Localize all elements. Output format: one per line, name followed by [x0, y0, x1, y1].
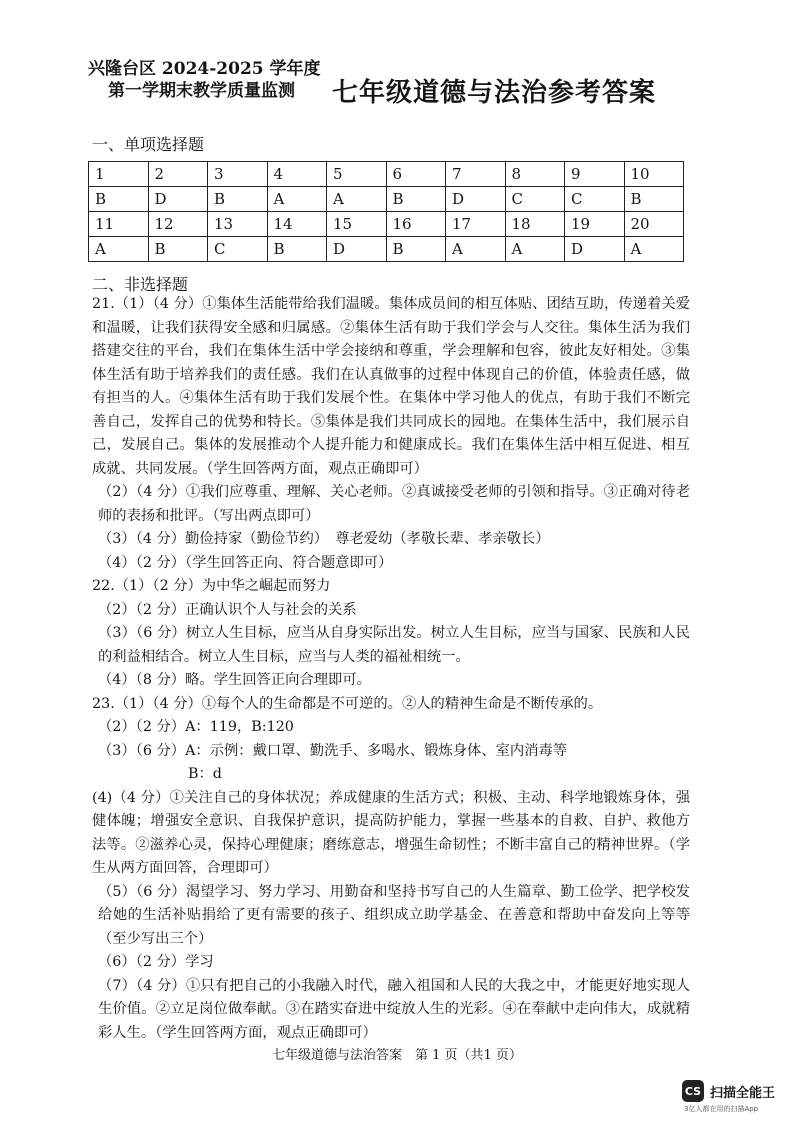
answer-paragraph: （2）（2 分）A：119，B:120	[98, 719, 294, 735]
table-cell: 17	[446, 212, 506, 237]
answer-paragraph: （4）（8 分）略。学生回答正向合理即可。	[98, 672, 371, 688]
header-line-1: 兴隆台区 2024-2025 学年度	[88, 59, 321, 79]
page-title: 七年级道德与法治参考答案	[332, 78, 657, 108]
table-cell: B	[624, 187, 684, 212]
table-cell: 2	[148, 162, 208, 187]
table-cell: 16	[386, 212, 446, 237]
camscanner-logo-icon: CS	[682, 1080, 704, 1102]
answer-paragraph: （2）（2 分）正确认识个人与社会的关系	[98, 601, 357, 618]
section-title-open: 二、非选择题	[92, 275, 189, 294]
table-cell: A	[267, 187, 327, 212]
table-cell: D	[148, 187, 208, 212]
table-cell: A	[505, 237, 565, 262]
answer-paragraph: （3）（6 分）A：示例：戴口罩、勤洗手、多喝水、锻炼身体、室内消毒等	[98, 742, 568, 759]
table-cell: 14	[267, 212, 327, 237]
answer-paragraph: （3）（4 分）勤俭持家（勤俭节约） 尊老爱幼（孝敬长辈、孝亲敬长）	[98, 531, 550, 547]
table-cell: C	[565, 187, 625, 212]
table-cell: 10	[624, 162, 684, 187]
table-cell: 6	[386, 162, 446, 187]
table-cell: D	[446, 187, 506, 212]
answer-paragraph: （7）（4 分）①只有把自己的小我融入时代，融入祖国和人民的大我之中，才能更好地实现人生价值。②立足岗位做奉献。③在踏实奋进中绽放人生的光彩。④在奉献中走向伟大，成就精彩人生。（学生回答两方面，观点正确即可）	[98, 977, 690, 1041]
table-cell: B	[386, 187, 446, 212]
exam-header	[88, 58, 321, 102]
table-cell: 20	[624, 212, 684, 237]
table-cell: A	[624, 237, 684, 262]
table-cell: 3	[208, 162, 268, 187]
page-footer: 七年级道德与法治答案 第 1 页（共1 页）	[272, 1048, 522, 1063]
table-row	[89, 237, 684, 262]
table-row	[89, 187, 684, 212]
answer-paragraph: （2）（4 分）①我们应尊重、理解、关心老师。②真诚接受老师的引领和指导。③正确对待老师的表扬和批评。（写出两点即可）	[98, 484, 690, 524]
table-cell: A	[446, 237, 506, 262]
answer-table	[88, 161, 684, 262]
table-cell: 5	[327, 162, 387, 187]
answer-paragraph: （3）（6 分）树立人生目标，应当从自身实际出发。树立人生目标，应当与国家、民族和人民的利益相结合。树立人生目标，应当与人类的福祉相统一。	[98, 625, 690, 665]
table-row	[89, 212, 684, 237]
table-cell: 7	[446, 162, 506, 187]
answer-paragraph: B：d	[188, 766, 222, 782]
table-cell: B	[208, 187, 268, 212]
answer-paragraph: （4）（2 分）（学生回答正向、符合题意即可）	[98, 554, 393, 571]
table-cell: 1	[89, 162, 149, 187]
table-cell: A	[89, 237, 149, 262]
table-cell: 11	[89, 212, 149, 237]
table-cell: B	[89, 187, 149, 212]
table-cell: A	[327, 187, 387, 212]
table-cell: 13	[208, 212, 268, 237]
section-title-choice: 一、单项选择题	[92, 135, 205, 154]
table-cell: 12	[148, 212, 208, 237]
table-cell: 15	[327, 212, 387, 237]
table-cell: B	[386, 237, 446, 262]
scanner-tagline: 3亿人都在用的扫描App	[684, 1105, 759, 1113]
table-row	[89, 162, 684, 187]
table-cell: B	[148, 237, 208, 262]
answer-body	[92, 293, 690, 1045]
answer-paragraph: (4)（4 分）①关注自己的身体状况；养成健康的生活方式；积极、主动、科学地锻炼身体，强健体魄；增强安全意识、自我保护意识，提高防护能力，掌握一些基本的自救、自护、救他方法等。②滋养心灵，保持心理健康；磨练意志，增强生命韧性；不断丰富自己的精神世界。（学生从两方面回答，合理即可）	[92, 789, 690, 876]
header-line-2: 第一学期末教学质量监测	[108, 81, 295, 101]
table-cell: 19	[565, 212, 625, 237]
table-cell: D	[565, 237, 625, 262]
table-cell: D	[327, 237, 387, 262]
answer-paragraph: 23.（1）（4 分）①每个人的生命都是不可逆的。②人的精神生命是不断传承的。	[92, 695, 603, 712]
table-cell: 4	[267, 162, 327, 187]
scanner-watermark	[682, 1080, 775, 1102]
answer-paragraph: 21.（1）（4 分）①集体生活能带给我们温暖。集体成员间的相互体贴、团结互助，传递着关爱和温暖，让我们获得安全感和归属感。②集体生活有助于我们学会与人交往。集体生活为我们搭建交往的平台，我们在集体生活中学会接纳和尊重，学会理解和包容，彼此友好相处。③集体生活有助于培养我们的责任感。我们在认真做事的过程中体现自己的价值，体验责任感，做有担当的人。④集体生活有助于我们发展个性。在集体中学习他人的优点，有助于我们不断完善自己，发挥自己的优势和特长。⑤集体是我们共同成长的园地。在集体生活中，我们展示自己，发展自己。集体的发展推动个人提升能力和健康成长。我们在集体生活中相互促进、相互成就、共同发展。（学生回答两方面，观点正确即可）	[92, 296, 690, 477]
answer-paragraph: 22.（1）（2 分）为中华之崛起而努力	[92, 578, 331, 594]
table-cell: 9	[565, 162, 625, 187]
answer-paragraph: （6）（2 分）学习	[98, 954, 214, 970]
table-cell: C	[505, 187, 565, 212]
table-cell: 18	[505, 212, 565, 237]
answer-paragraph: （5）（6 分）渴望学习、努力学习、用勤奋和坚持书写自己的人生篇章、勤工俭学、把学校发给她的生活补贴捐给了更有需要的孩子、组织成立助学基金、在善意和帮助中奋发向上等等（至少写出三个）	[98, 883, 690, 947]
table-cell: B	[267, 237, 327, 262]
table-cell: 8	[505, 162, 565, 187]
table-cell: C	[208, 237, 268, 262]
scanner-name: 扫描全能王	[710, 1085, 776, 1101]
